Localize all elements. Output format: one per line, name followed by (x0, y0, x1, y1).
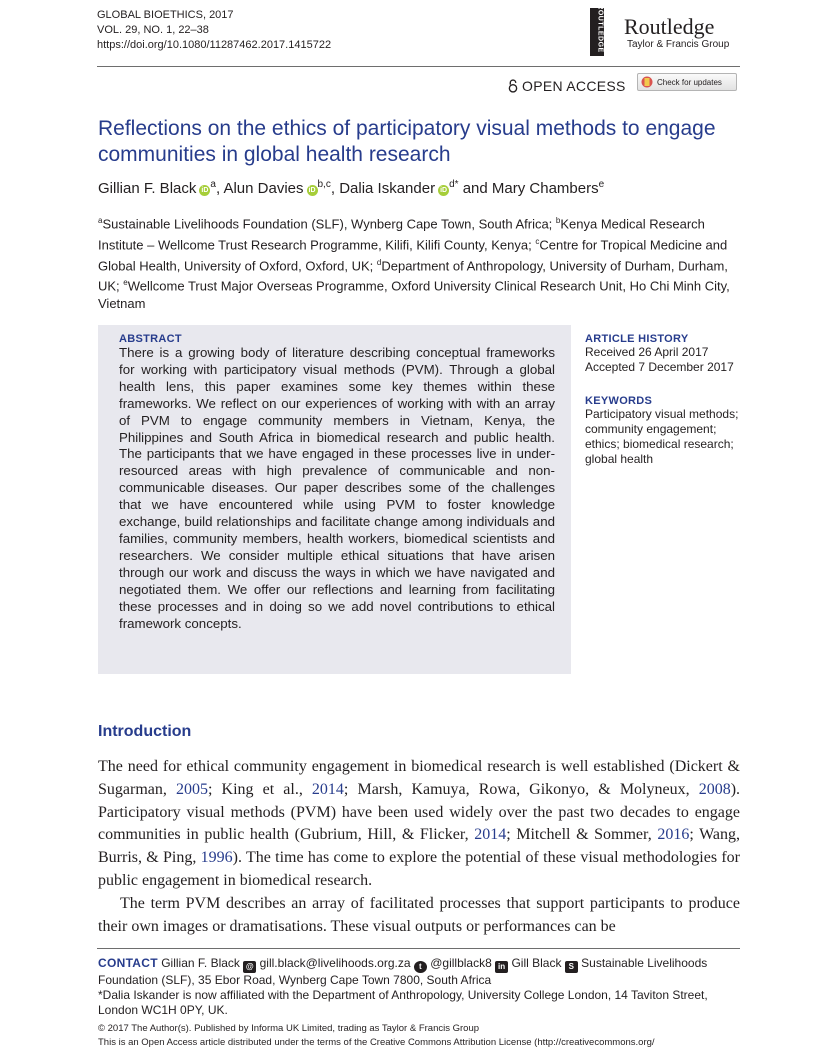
check-for-updates-label: Check for updates (657, 77, 722, 87)
citation-link[interactable]: 1996 (200, 849, 233, 867)
contact-block (98, 956, 740, 988)
crossmark-icon (641, 76, 653, 88)
affiliation-sup: d (376, 257, 382, 267)
keywords (585, 395, 740, 467)
open-access-label: OPEN ACCESS (522, 78, 626, 94)
text-run: ; Mitchell & Sommer, (506, 826, 658, 844)
contact-email[interactable]: gill.black@livelihoods.org.za (259, 956, 411, 970)
affiliation-sup: b (555, 216, 561, 225)
orcid-icon[interactable]: iD (308, 187, 316, 194)
affiliation: Kenya Medical Research Institute – Wellcome Trust Research Programme, Kilifi, Kilifi County, Kenya; (98, 216, 705, 253)
open-access-badge (508, 78, 626, 94)
copyright: © 2017 The Author(s). Published by Informa UK Limited, trading as Taylor & Francis Group (98, 1023, 480, 1034)
email-icon: @ (243, 961, 256, 973)
journal-volume: VOL. 29, NO. 1, 22–38 (97, 24, 209, 36)
introduction-body (98, 756, 740, 938)
contact-org: Sustainable Livelihoods Foundation (SLF), 35 Ebor Road, Wynberg Cape Town 7800, South Africa (98, 956, 708, 987)
footer-divider (97, 948, 740, 949)
author-list (98, 179, 604, 197)
twitter-icon: t (414, 961, 427, 973)
author-name: Gillian F. Black (98, 180, 197, 197)
keywords-text: Participatory visual methods; community engagement; ethics; biomedical research; global health (585, 407, 739, 466)
journal-name: GLOBAL BIOETHICS, 2017 (97, 9, 234, 21)
author-name: Mary Chambers (491, 180, 599, 197)
affiliation-sup: c (535, 236, 540, 246)
journal-info (97, 8, 331, 53)
text-run: ). Participatory visual methods (PVM) have been used widely over the past two decades to engage communities in public health (Gubrium, Hill, & Flicker, (98, 780, 741, 844)
skype-icon: S (565, 961, 578, 973)
author-sup: b,c (317, 179, 331, 190)
citation-link[interactable]: 2008 (698, 780, 731, 798)
orcid-icon[interactable]: iD (201, 187, 209, 194)
author[interactable] (223, 180, 330, 197)
paragraph (98, 756, 740, 893)
lock-icon (508, 79, 518, 93)
author-sup: e (598, 179, 605, 190)
check-for-updates-button[interactable] (637, 73, 737, 91)
affiliation-sup: e (123, 278, 128, 288)
keywords-heading: KEYWORDS (585, 395, 653, 407)
citation-link[interactable]: 2014 (474, 826, 507, 844)
contact-label: CONTACT (98, 956, 158, 970)
author-sep: , (330, 180, 340, 197)
text-run: The need for ethical community engagement in biomedical research is well established (Dickert & Sugarman, (98, 758, 740, 798)
publisher-sub: Taylor & Francis Group (627, 39, 730, 50)
citation-link[interactable]: 2014 (311, 780, 344, 798)
orcid-icon[interactable]: iD (440, 187, 448, 194)
routledge-bar (590, 4, 604, 56)
text-run: ; Wang, Burris, & Ping, (98, 826, 740, 867)
author-name: Dalia Iskander (339, 180, 436, 197)
introduction-heading: Introduction (98, 723, 192, 740)
abstract-text: There is a growing body of literature describing conceptual frameworks for working with participatory visual methods (PVM). Through a global health lens, this paper examines some key themes within these frameworks. We reflect on our experiences of working with with an array of PVM to engage community members in Vietnam, Kenya, the Philippines and South Africa in biomedical research and public health. The participants that we have engaged in these processes live in under-resourced areas with high prevalence of communicable and non-communicable diseases. Our paper describes some of the challenges that we have encountered while using PVM to foster knowledge exchange, build relationships and facilitate change among individuals and families, community members, health workers, biomedical scientists and researchers. We consider multiple ethical situations that have arisen through our work and discuss the ways in which we have navigated and negotiated them. We offer our reflections and learning from facilitating these processes and in doing so we add novel contributions to ethical framework concepts. (119, 345, 555, 631)
linkedin-icon: in (495, 961, 508, 973)
contact-twitter[interactable]: @gillblack8 (430, 956, 492, 970)
text-run: ). The time has come to explore the potential of these visual methodologies for public engagement in biomedical research. (98, 849, 740, 889)
journal-doi[interactable]: https://doi.org/10.1080/11287462.2017.1415722 (97, 39, 332, 51)
affiliation: Wellcome Trust Major Overseas Programme, Oxford University Clinical Research Unit, Ho Chi Minh City, Vietnam (98, 278, 730, 312)
text-run: ; King et al., (207, 780, 312, 798)
author[interactable] (492, 180, 604, 197)
affiliation-sup: a (98, 216, 103, 225)
header-divider (97, 66, 740, 67)
contact-name: Gillian F. Black (161, 956, 240, 970)
publisher-vertical-text: ROUTLEDGE (596, 4, 604, 53)
citation-link[interactable]: 2005 (175, 780, 208, 798)
contact-linkedin[interactable]: Gill Black (511, 956, 562, 970)
affiliation: Sustainable Livelihoods Foundation (SLF), Wynberg Cape Town, South Africa; (102, 216, 556, 232)
paragraph: The term PVM describes an array of facilitated processes that support participants to produce their own images or dramatisations. These visual outputs or performances can be (98, 894, 740, 935)
accepted-date: Accepted 7 December 2017 (585, 360, 734, 374)
license: This is an Open Access article distributed under the terms of the Creative Commons Attribution License (http://creativecommons.org/ (98, 1037, 655, 1048)
received-date: Received 26 April 2017 (585, 345, 709, 359)
abstract-box (98, 325, 571, 674)
author-sup: a (210, 179, 216, 190)
article-history-heading: ARTICLE HISTORY (585, 333, 689, 345)
author-sep: and (458, 180, 492, 197)
affiliation: Centre for Tropical Medicine and Global Health, University of Oxford, Oxford, UK; (98, 237, 728, 273)
publisher-logo (590, 4, 740, 58)
author-sup: d* (449, 179, 459, 190)
author[interactable] (98, 180, 216, 197)
abstract-heading: ABSTRACT (119, 333, 182, 345)
author-sep: , (215, 180, 224, 197)
affiliation: Department of Anthropology, University of Durham, Durham, UK; (98, 257, 728, 294)
text-run: ; Marsh, Kamuya, Rowa, Gikonyo, & Molyneux, (343, 780, 699, 798)
article-title: Reflections on the ethics of participatory visual methods to engage communities in global health research (98, 117, 716, 166)
article-history (585, 333, 745, 375)
publisher-name: Routledge (624, 14, 715, 39)
author-name: Alun Davies (223, 180, 304, 197)
affiliations (98, 212, 740, 313)
author-note: *Dalia Iskander is now affiliated with the Department of Anthropology, University College London, 14 Taviton Street, London WC1H 0PY, UK. (98, 988, 708, 1017)
author[interactable] (339, 180, 458, 197)
citation-link[interactable]: 2016 (657, 826, 690, 844)
